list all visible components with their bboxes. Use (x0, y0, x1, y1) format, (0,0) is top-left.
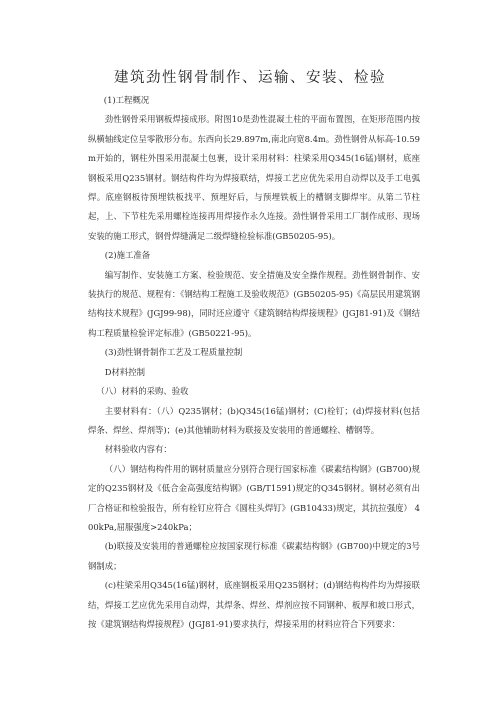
paragraph-acceptance-a: （八）钢结构构件用的钢材质量应分别符合现行国家标准《碳素结构钢》(GB700)规定的Q235钢材及《低合金高强度结构钢》(GB/T1591)规定的Q345钢材。钢材必须有出厂合格证和检验报告，所有栓钉应符合《圆柱头焊钉》(GB10433)规定，其抗拉强度） 400kPa,屈服强度>240kPa； (88, 463, 420, 532)
paragraph-main-materials: 主要材料有：（八）Q235钢材；(b)Q345(16锰)钢材；(C)栓钉；(d)焊接材料(包括焊条、焊丝、焊剂等)；(e)其他辅助材料为联接及安装用的普通螺栓、槽钢等。 (88, 405, 420, 435)
paragraph-acceptance-b: (b)联接及安装用的普通螺栓应按国家现行标准《碳素结构钢》(GB700)中规定的3号钢制成； (88, 541, 420, 571)
paragraph-overview: 劲性钢骨采用钢板焊接成形。附图10是劲性混凝土柱的平面布置图，在矩形范围内按纵横轴线定位呈零散形分布。东西向长29.897m,南北向宽8.4m。劲性钢骨从标高-10.59m开始的，钢柱外围采用混凝土包裹，设计采用材料：柱梁采用Q345(16锰)钢材，底座钢板采用Q235钢材。钢结构件均为焊接联结，焊接工艺应优先采用自动焊以及手工电弧焊。底座钢板待预埋铁板找平、预埋好后，与预埋铁板上的槽钢支脚焊牢。从第二节柱起，上、下节柱先采用螺栓连接再用焊接作永久连接。劲性钢骨采用工厂制作成形、现场安装的施工形式，钢骨焊缝满足二级焊缝检验标准(GB50205-95)。 (88, 114, 420, 241)
paragraph-acceptance-heading: 材料验收内容有： (104, 444, 172, 455)
paragraph-preparation: 编写制作、安装施工方案、检验规范、安全措施及安全操作规程。劲性钢骨制作、安装执行的规范、规程有：《钢结构工程施工及验收规范》(GB50205-95)《高层民用建筑钢结构技术规程》(JGJ99-98)，同时还应遵守《建筑钢结构焊接规程》(JGJ81-91)及《钢结构工程质量检验评定标准》(GB50221-95)。 (88, 269, 420, 338)
section-heading-process: (3)劲性钢骨制作工艺及工程质量控制 (104, 347, 243, 358)
section-heading-preparation: (2)施工准备 (104, 250, 151, 261)
subheading-procurement: （八）材料的采购、验收 (96, 386, 189, 397)
section-heading-overview: (1)工程概况 (103, 95, 150, 105)
paragraph-acceptance-cd: (c)柱梁采用Q345(16锰)钢材，底座钢板采用Q235钢材；(d)钢结构构件均为焊接联结，焊接工艺应优先采用自动焊，其焊条、焊丝、焊剂应按不同钢种、板厚和坡口形式，按《建筑钢结构焊接规程》(JGJ81-91)要求执行，焊接采用的材料应符合下列要求： (88, 580, 420, 629)
subheading-material-control: D材料控制 (104, 366, 146, 377)
document-title: 建筑劲性钢骨制作、运输、安装、检验 (114, 70, 386, 86)
document-body (88, 91, 420, 634)
